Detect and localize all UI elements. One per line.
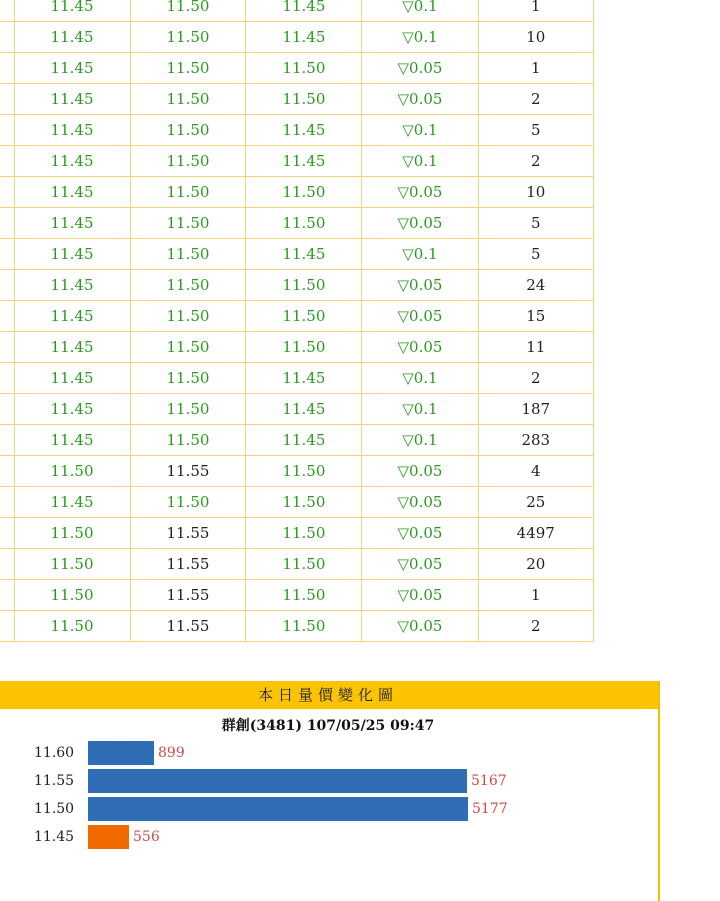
bar-value-label: 899 (158, 745, 185, 761)
time-cell (0, 239, 14, 270)
time-cell (0, 456, 14, 487)
volume-cell: 10 (478, 22, 593, 53)
ask-cell: 11.55 (130, 611, 246, 642)
time-cell (0, 363, 14, 394)
bid-cell: 11.45 (14, 146, 130, 177)
time-cell (0, 611, 14, 642)
table-row (0, 363, 594, 394)
change-cell: ▽0.05 (362, 177, 478, 208)
bar-row (0, 797, 638, 821)
time-cell (0, 146, 14, 177)
change-cell: ▽0.05 (362, 301, 478, 332)
time-cell (0, 22, 14, 53)
bid-cell: 11.45 (14, 487, 130, 518)
ask-cell: 11.50 (130, 146, 246, 177)
bid-cell: 11.45 (14, 84, 130, 115)
price-cell: 11.50 (246, 53, 362, 84)
volume-cell: 2 (478, 146, 593, 177)
table-row (0, 177, 594, 208)
ask-cell: 11.50 (130, 487, 246, 518)
time-cell (0, 53, 14, 84)
price-cell: 11.50 (246, 518, 362, 549)
volume-cell: 25 (478, 487, 593, 518)
ask-cell: 11.50 (130, 363, 246, 394)
table-row (0, 580, 594, 611)
ask-cell: 11.50 (130, 301, 246, 332)
change-cell: ▽0.1 (362, 115, 478, 146)
time-cell (0, 518, 14, 549)
change-cell: ▽0.05 (362, 580, 478, 611)
change-cell: ▽0.05 (362, 270, 478, 301)
volume-cell: 15 (478, 301, 593, 332)
ask-cell: 11.55 (130, 518, 246, 549)
ask-cell: 11.55 (130, 456, 246, 487)
table-row (0, 301, 594, 332)
change-cell: ▽0.1 (362, 0, 478, 22)
table-row (0, 22, 594, 53)
bid-cell: 11.45 (14, 115, 130, 146)
bar-price-label: 11.45 (34, 829, 75, 845)
table-row (0, 270, 594, 301)
ask-cell: 11.50 (130, 84, 246, 115)
ask-cell: 11.50 (130, 394, 246, 425)
volume-cell: 24 (478, 270, 593, 301)
table-row (0, 456, 594, 487)
ask-cell: 11.50 (130, 332, 246, 363)
price-cell: 11.45 (246, 363, 362, 394)
table-row (0, 53, 594, 84)
price-cell: 11.45 (246, 239, 362, 270)
ask-cell: 11.50 (130, 425, 246, 456)
time-cell (0, 177, 14, 208)
table-row (0, 549, 594, 580)
ask-cell: 11.50 (130, 239, 246, 270)
volume-cell: 5 (478, 208, 593, 239)
panel-title: 本日量價變化圖 (0, 681, 658, 709)
chart-subtitle: 群創(3481) 107/05/25 09:47 (221, 718, 435, 734)
ask-cell: 11.50 (130, 22, 246, 53)
price-cell: 11.45 (246, 146, 362, 177)
time-cell (0, 84, 14, 115)
change-cell: ▽0.1 (362, 239, 478, 270)
volume-cell: 2 (478, 363, 593, 394)
volume-cell: 187 (478, 394, 593, 425)
volume-bar (88, 741, 154, 765)
bar-value-label: 5177 (472, 801, 508, 817)
bid-cell: 11.45 (14, 239, 130, 270)
time-cell (0, 549, 14, 580)
bid-cell: 11.50 (14, 611, 130, 642)
bid-cell: 11.50 (14, 456, 130, 487)
ask-cell: 11.50 (130, 53, 246, 84)
volume-cell: 1 (478, 0, 593, 22)
price-cell: 11.50 (246, 611, 362, 642)
ask-cell: 11.50 (130, 270, 246, 301)
price-cell: 11.45 (246, 394, 362, 425)
bid-cell: 11.45 (14, 363, 130, 394)
bid-cell: 11.45 (14, 394, 130, 425)
bar-value-label: 556 (133, 829, 160, 845)
price-cell: 11.50 (246, 549, 362, 580)
ask-cell: 11.55 (130, 580, 246, 611)
table-row (0, 208, 594, 239)
volume-cell: 11 (478, 332, 593, 363)
bar-price-label: 11.55 (34, 773, 75, 789)
bar-row (0, 769, 638, 793)
bar-row (0, 741, 638, 765)
volume-bar (88, 769, 467, 793)
change-cell: ▽0.05 (362, 487, 478, 518)
volume-cell: 20 (478, 549, 593, 580)
time-cell (0, 580, 14, 611)
volume-cell: 2 (478, 84, 593, 115)
table-row (0, 487, 594, 518)
bid-cell: 11.45 (14, 53, 130, 84)
table-row (0, 239, 594, 270)
change-cell: ▽0.1 (362, 394, 478, 425)
change-cell: ▽0.05 (362, 84, 478, 115)
bid-cell: 11.45 (14, 332, 130, 363)
ask-cell: 11.50 (130, 0, 246, 22)
price-cell: 11.50 (246, 177, 362, 208)
price-cell: 11.50 (246, 84, 362, 115)
volume-bar (88, 825, 129, 849)
time-cell (0, 487, 14, 518)
change-cell: ▽0.1 (362, 22, 478, 53)
price-cell: 11.45 (246, 425, 362, 456)
price-cell: 11.45 (246, 115, 362, 146)
bid-cell: 11.45 (14, 425, 130, 456)
time-cell (0, 332, 14, 363)
price-cell: 11.50 (246, 580, 362, 611)
change-cell: ▽0.1 (362, 363, 478, 394)
volume-bar (88, 797, 468, 821)
volume-price-panel (0, 681, 660, 901)
bid-cell: 11.45 (14, 301, 130, 332)
volume-cell: 4497 (478, 518, 593, 549)
volume-cell: 4 (478, 456, 593, 487)
time-cell (0, 208, 14, 239)
ask-cell: 11.50 (130, 115, 246, 146)
price-cell: 11.50 (246, 270, 362, 301)
bid-cell: 11.45 (14, 22, 130, 53)
change-cell: ▽0.1 (362, 146, 478, 177)
volume-cell: 1 (478, 53, 593, 84)
price-cell: 11.50 (246, 208, 362, 239)
table-row (0, 332, 594, 363)
price-cell: 11.50 (246, 487, 362, 518)
price-cell: 11.45 (246, 22, 362, 53)
bid-cell: 11.45 (14, 270, 130, 301)
change-cell: ▽0.05 (362, 208, 478, 239)
bid-cell: 11.45 (14, 0, 130, 22)
table-row (0, 146, 594, 177)
change-cell: ▽0.05 (362, 53, 478, 84)
table-row (0, 0, 594, 22)
price-cell: 11.50 (246, 301, 362, 332)
volume-cell: 2 (478, 611, 593, 642)
change-cell: ▽0.05 (362, 456, 478, 487)
table-row (0, 425, 594, 456)
change-cell: ▽0.05 (362, 549, 478, 580)
time-cell (0, 394, 14, 425)
volume-cell: 283 (478, 425, 593, 456)
bid-cell: 11.50 (14, 580, 130, 611)
change-cell: ▽0.05 (362, 611, 478, 642)
price-cell: 11.50 (246, 456, 362, 487)
volume-cell: 5 (478, 115, 593, 146)
bar-price-label: 11.50 (34, 801, 75, 817)
price-cell: 11.45 (246, 0, 362, 22)
change-cell: ▽0.1 (362, 425, 478, 456)
bar-row (0, 825, 638, 849)
change-cell: ▽0.05 (362, 518, 478, 549)
bid-cell: 11.50 (14, 518, 130, 549)
table-row (0, 518, 594, 549)
volume-cell: 5 (478, 239, 593, 270)
time-cell (0, 301, 14, 332)
table-row (0, 611, 594, 642)
bar-price-label: 11.60 (34, 745, 75, 761)
table-row (0, 115, 594, 146)
ask-cell: 11.50 (130, 177, 246, 208)
change-cell: ▽0.05 (362, 332, 478, 363)
bid-cell: 11.45 (14, 177, 130, 208)
bid-cell: 11.45 (14, 208, 130, 239)
time-cell (0, 115, 14, 146)
ask-cell: 11.55 (130, 549, 246, 580)
ask-cell: 11.50 (130, 208, 246, 239)
bar-value-label: 5167 (471, 773, 507, 789)
time-cell (0, 270, 14, 301)
table-row (0, 84, 594, 115)
time-cell (0, 425, 14, 456)
volume-cell: 10 (478, 177, 593, 208)
table-row (0, 394, 594, 425)
time-cell (0, 0, 14, 22)
volume-cell: 1 (478, 580, 593, 611)
price-cell: 11.50 (246, 332, 362, 363)
bid-cell: 11.50 (14, 549, 130, 580)
